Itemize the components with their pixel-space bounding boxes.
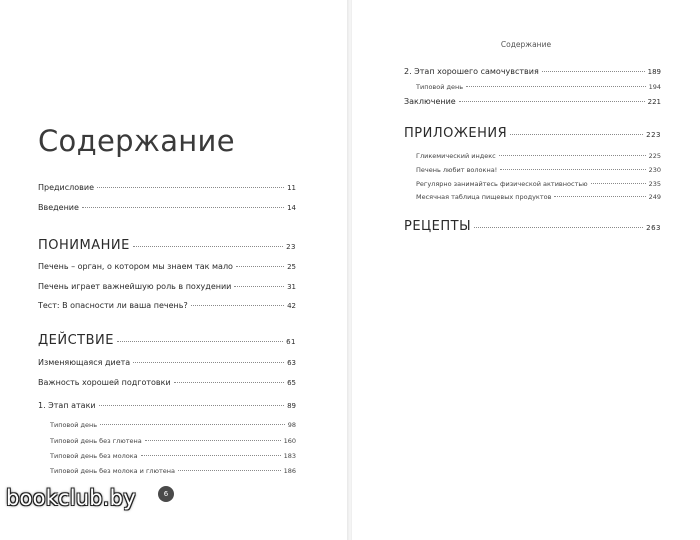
toc-entry-label: Печень любит волокна! [416,166,498,174]
dot-leader [459,101,645,102]
toc-entry-page: 189 [647,68,661,76]
toc-entry-row [404,67,661,76]
toc-entry-page: 235 [648,180,661,188]
toc-entry-page: 14 [287,204,296,212]
toc-entry-page: 65 [287,379,296,387]
dot-leader [499,155,646,156]
toc-entry-label: Тест: В опасности ли ваша печень? [38,301,188,310]
toc-entry-label: Важность хорошей подготовки [38,378,171,387]
toc-entry-label: Предисловие [38,183,94,192]
toc-section-row [404,126,661,141]
toc-entry-label: 1. Этап атаки [38,401,96,410]
dot-leader [117,341,283,342]
toc-entry-row [38,401,296,410]
page-title: Содержание [38,124,235,158]
toc-entry-row [50,421,296,429]
toc-entry-row [38,358,296,367]
toc-entry-row [416,166,661,174]
toc-entry-page: 221 [647,98,661,106]
dot-leader [500,169,645,170]
toc-section-row [38,238,296,253]
dot-leader [145,440,281,441]
toc-entry-label: ПРИЛОЖЕНИЯ [404,126,508,141]
toc-entry-page: 230 [648,166,661,174]
toc-entry-label: Регулярно занимайтесь физической активностью [416,180,588,188]
toc-entry-label: Печень – орган, о котором мы знаем так мало [38,262,233,271]
toc-entry-page: 223 [646,131,661,139]
toc-entry-page: 23 [286,243,296,251]
toc-entry-label: Введение [38,203,79,212]
toc-entry-label: Печень играет важнейшую роль в похудении [38,282,232,291]
toc-entry-page: 61 [286,338,296,346]
toc-entry-label: Типовой день без глютена [50,437,142,445]
left-page [0,0,348,540]
toc-entry-label: Типовой день без молока и глютена [50,467,176,475]
toc-entry-label: Типовой день [50,421,98,429]
toc-entry-row [38,378,296,387]
toc-entry-label: ДЕЙСТВИЕ [38,333,114,348]
dot-leader [474,227,643,228]
toc-entry-row [416,193,661,201]
toc-entry-row [404,97,661,106]
toc-entry-page: 11 [287,184,296,192]
toc-entry-row [50,452,296,460]
toc-entry-row [38,301,296,310]
toc-entry-label: Изменяющаяся диета [38,358,131,367]
dot-leader [466,86,645,87]
toc-entry-page: 63 [287,359,296,367]
toc-entry-row [416,83,661,91]
dot-leader [141,455,281,456]
toc-entry-label: 2. Этап хорошего самочувствия [404,67,539,76]
dot-leader [510,134,643,135]
toc-entry-page: 225 [648,152,661,160]
toc-entry-label: ПОНИМАНИЕ [38,238,130,253]
toc-entry-page: 194 [648,83,661,91]
toc-entry-page: 186 [283,467,296,475]
toc-entry-page: 183 [283,452,296,460]
toc-entry-row [50,437,296,445]
dot-leader [133,362,284,363]
toc-section-row [404,219,661,234]
toc-entry-label: РЕЦЕПТЫ [404,219,472,234]
toc-entry-page: 31 [287,283,296,291]
dot-leader [97,187,284,188]
page-number-badge: 6 [158,486,174,502]
toc-entry-label: Гликемический индекс [416,152,496,160]
toc-entry-row [416,152,661,160]
toc-entry-row [38,203,296,212]
dot-leader [99,405,284,406]
dot-leader [554,196,645,197]
toc-entry-row [50,467,296,475]
dot-leader [236,266,284,267]
toc-entry-page: 98 [287,421,296,429]
toc-entry-label: Заключение [404,97,456,106]
dot-leader [100,424,285,425]
toc-entry-row [416,180,661,188]
dot-leader [178,470,281,471]
toc-entry-label: Типовой день без молока [50,452,138,460]
dot-leader [234,286,284,287]
toc-entry-label: Типовой день [416,83,464,91]
toc-entry-page: 160 [283,437,296,445]
toc-section-row [38,333,296,348]
toc-entry-row [38,282,296,291]
toc-entry-page: 89 [287,402,296,410]
dot-leader [82,207,284,208]
dot-leader [133,246,283,247]
dot-leader [591,183,646,184]
toc-entry-page: 249 [648,193,661,201]
dot-leader [542,71,645,72]
toc-entry-row [38,262,296,271]
toc-entry-label: Месячная таблица пищевых продуктов [416,193,552,201]
toc-entry-page: 42 [287,302,296,310]
dot-leader [174,382,284,383]
running-head: Содержание [500,40,552,49]
dot-leader [191,305,284,306]
toc-entry-page: 263 [646,224,661,232]
toc-entry-page: 25 [287,263,296,271]
watermark-text: bookclub.by [6,486,136,510]
toc-entry-row [38,183,296,192]
right-page [352,0,700,540]
